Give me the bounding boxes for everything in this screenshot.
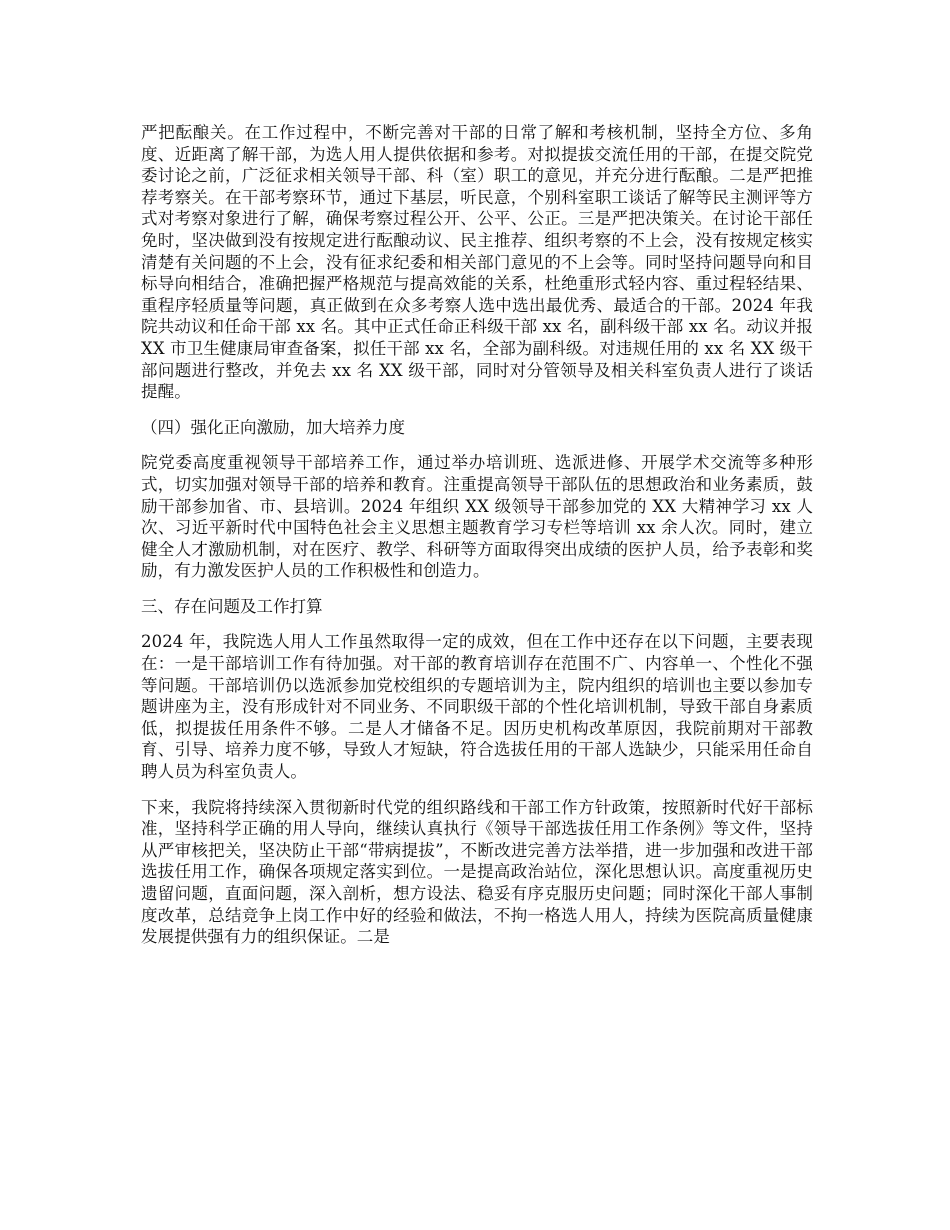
paragraph-selection-process: 严把酝酿关。在工作过程中，不断完善对干部的日常了解和考核机制，坚持全方位、多角度、近距离了解干部，为选人用人提供依据和参考。对拟提拔交流任用的干部，在提交院党委讨论之前，广泛征求相关领导干部、科（室）职工的意见，并充分进行酝酿。二是严把推荐考察关。在干部考察环节，通过下基层，听民意，个别科室职工谈话了解等民主测评等方式对考察对象进行了解，确保考察过程公开、公平、公正。三是严把决策关。在讨论干部任免时，坚决做到没有按规定进行酝酿动议、民主推荐、组织考察的不上会，没有按规定核实清楚有关问题的不上会，没有征求纪委和相关部门意见的不上会等。同时坚持问题导向和目标导向相结合，准确把握严格规范与提高效能的关系，杜绝重形式轻内容、重过程轻结果、重程序轻质量等问题，真正做到在众多考察人选中选出最优秀、最适合的干部。2024 年我院共动议和任命干部 xx 名。其中正式任命正科级干部 xx 名，副科级干部 xx 名。动议并报 XX 市卫生健康局审查备案，拟任干部 xx 名，全部为副科级。对违规任用的 xx 名 XX 级干部问题进行整改，并免去 xx 名 XX 级干部，同时对分管领导及相关科室负责人进行了谈话提醒。 (141, 123, 813, 402)
section-heading-problems: 三、存在问题及工作打算 (141, 596, 323, 616)
document-body (141, 122, 813, 962)
paragraph-problems: 2024 年，我院选人用人工作虽然取得一定的成效，但在工作中还存在以下问题，主要表现在：一是干部培训工作有待加强。对干部的教育培训存在范围不广、内容单一、个性化不强等问题。干部培训仍以选派参加党校组织的专题培训为主，院内组织的培训也主要以参加专题讲座为主，没有形成针对不同业务、不同职级干部的个性化培训机制，导致干部自身素质低，拟提拔任用条件不够。二是人才储备不足。因历史机构改革原因，我院前期对干部教育、引导、培养力度不够，导致人才短缺，符合选拔任用的干部人选缺少，只能采用任命自聘人员为科室负责人。 (141, 632, 813, 782)
paragraph-training: 院党委高度重视领导干部培养工作，通过举办培训班、选派进修、开展学术交流等多种形式，切实加强对领导干部的培养和教育。注重提高领导干部队伍的思想政治和业务素质，鼓励干部参加省、市、县培训。2024 年组织 XX 级领导干部参加党的 XX 大精神学习 xx 人次、习近平新时代中国特色社会主义思想主题教育学习专栏等培训 xx 余人次。同时，建立健全人才激励机制，对在医疗、教学、科研等方面取得突出成绩的医护人员，给予表彰和奖励，有力激发医护人员的工作积极性和创造力。 (141, 453, 813, 581)
section-heading-incentives: （四）强化正向激励，加大培养力度 (141, 417, 405, 437)
paragraph-plans: 下来，我院将持续深入贯彻新时代党的组织路线和干部工作方针政策，按照新时代好干部标准，坚持科学正确的用人导向，继续认真执行《领导干部选拔任用工作条例》等文件，坚持从严审核把关，坚决防止干部“带病提拔”，不断改进完善方法举措，进一步加强和改进干部选拔任用工作，确保各项规定落实到位。一是提高政治站位，深化思想认识。高度重视历史遗留问题，直面问题，深入剖析，想方设法、稳妥有序克服历史问题；同时深化干部人事制度改革，总结竞争上岗工作中好的经验和做法，不拘一格选人用人，持续为医院高质量健康发展提供强有力的组织保证。二是 (141, 797, 813, 947)
